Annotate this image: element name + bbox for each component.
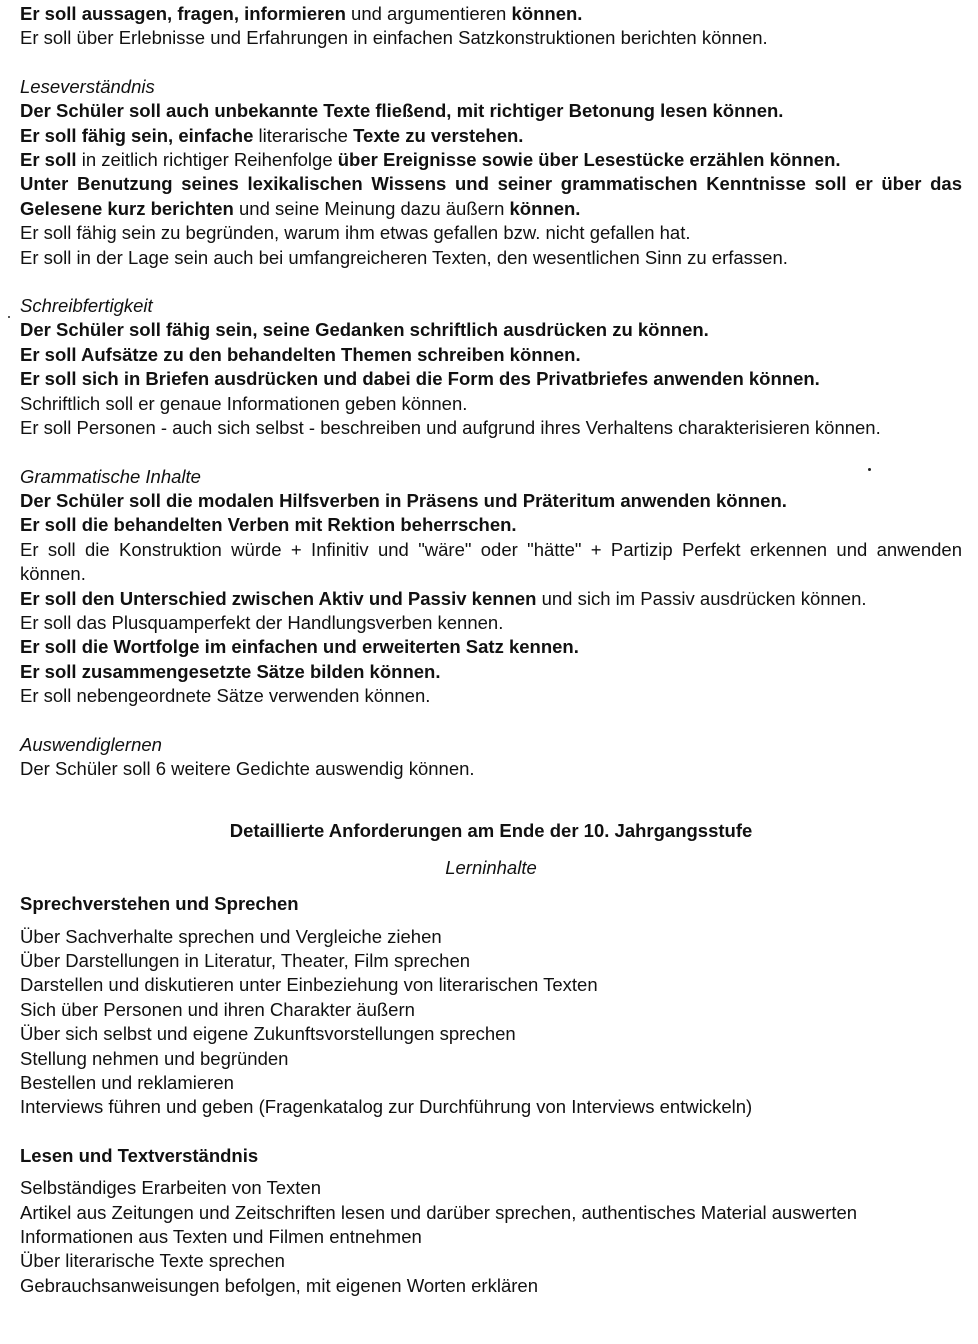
gramm-line-1: [20, 489, 962, 513]
auswendig-section: [20, 733, 962, 782]
lesen-line-4-bold-a: Unter Benutzung seines lexikalischen Wissens und seiner grammatischen Kenntnisse soll er über das Gelesene kurz berichten: [20, 173, 962, 219]
gramm-line-7-text: Er soll zusammengesetzte Sätze bilden können.: [20, 660, 441, 682]
gramm-line-6: [20, 635, 962, 659]
gramm-line-7: [20, 660, 962, 684]
gramm-heading: Grammatische Inhalte: [20, 465, 201, 487]
lesentext-item: Informationen aus Texten und Filmen entnehmen: [20, 1226, 422, 1248]
scan-speck: [8, 316, 10, 318]
lesentext-item: Artikel aus Zeitungen und Zeitschriften lesen und darüber sprechen, authentisches Material auswerten: [20, 1201, 858, 1223]
sprech-item: Sich über Personen und ihren Charakter äußern: [20, 998, 415, 1020]
sprech-item: Über Sachverhalte sprechen und Vergleiche ziehen: [20, 925, 442, 947]
schreib-line-3-text: Er soll sich in Briefen ausdrücken und dabei die Form des Privatbriefes anwenden können.: [20, 368, 820, 390]
lesentext-section: [20, 1144, 962, 1298]
schreib-line-1-text: Der Schüler soll fähig sein, seine Gedanken schriftlich ausdrücken zu können.: [20, 319, 709, 341]
lesen-line-3: [20, 148, 962, 172]
intro-line-1-bold-a: Er soll aussagen, fragen, informieren: [20, 3, 346, 24]
lesen-line-2-normal: literarische: [253, 124, 354, 146]
intro-line-2: Er soll über Erlebnisse und Erfahrungen in einfachen Satzkonstruktionen berichten können.: [20, 27, 768, 49]
lesentext-heading: Lesen und Textverständnis: [20, 1144, 259, 1166]
schreib-section: [20, 294, 962, 440]
gramm-line-1-text: Der Schüler soll die modalen Hilfsverben in Präsens und Präteritum anwenden können.: [20, 489, 787, 511]
lesen-line-1-text: Der Schüler soll auch unbekannte Texte fließend, mit richtiger Betonung lesen können.: [20, 100, 784, 122]
lesen-line-2-bold-b: Texte zu verstehen.: [353, 124, 524, 146]
lesen-line-5: Er soll fähig sein zu begründen, warum ihm etwas gefallen bzw. nicht gefallen hat.: [20, 222, 691, 244]
gramm-line-2-text: Er soll die behandelten Verben mit Rektion beherrschen.: [20, 514, 517, 536]
intro-section: [20, 2, 962, 51]
schreib-line-5: Er soll Personen - auch sich selbst - beschreiben und aufgrund ihres Verhaltens charakterisieren können.: [20, 417, 881, 439]
document-page: [20, 2, 962, 1298]
gramm-line-6-text: Er soll die Wortfolge im einfachen und erweiterten Satz kennen.: [20, 636, 579, 658]
sprech-item: Darstellen und diskutieren unter Einbeziehung von literarischen Texten: [20, 974, 598, 996]
sprech-item: Bestellen und reklamieren: [20, 1072, 234, 1094]
gramm-line-4: [20, 587, 962, 611]
gramm-line-4-normal: und sich im Passiv ausdrücken können.: [536, 587, 867, 609]
sprech-item: Stellung nehmen und begründen: [20, 1047, 289, 1069]
gramm-line-5: Er soll das Plusquamperfekt der Handlungsverben kennen.: [20, 611, 504, 633]
schreib-line-4: Schriftlich soll er genaue Informationen geben können.: [20, 392, 468, 414]
auswendig-line-1: Der Schüler soll 6 weitere Gedichte auswendig können.: [20, 757, 475, 779]
lesentext-item: Über literarische Texte sprechen: [20, 1250, 285, 1272]
sprech-item: Über sich selbst und eigene Zukunftsvorstellungen sprechen: [20, 1023, 516, 1045]
auswendig-heading: Auswendiglernen: [20, 733, 162, 755]
lesen-line-4-normal: und seine Meinung dazu äußern: [233, 197, 510, 219]
gramm-line-3: Er soll die Konstruktion würde + Infinitiv und "wäre" oder "hätte" + Partizip Perfekt erkennen und anwenden können.: [20, 538, 962, 585]
lesen-line-2: [20, 124, 962, 148]
schreib-heading: Schreibfertigkeit: [20, 295, 153, 317]
intro-line-1-normal: und argumentieren: [345, 3, 512, 24]
lesen-line-6: Er soll in der Lage sein auch bei umfangreicheren Texten, den wesentlichen Sinn zu erfassen.: [20, 246, 788, 268]
lesen-line-4: [20, 172, 962, 221]
schreib-line-2-text: Er soll Aufsätze zu den behandelten Themen schreiben können.: [20, 343, 581, 365]
lesen-line-2-bold-a: Er soll fähig sein, einfache: [20, 124, 254, 146]
section-10-subtitle: Lerninhalte: [445, 856, 537, 878]
sprech-heading: Sprechverstehen und Sprechen: [20, 893, 299, 915]
intro-line-1-bold-b: können.: [511, 3, 583, 24]
lesen-section: [20, 75, 962, 270]
gramm-line-2: [20, 513, 962, 537]
lesen-line-4-bold-b: können.: [509, 197, 581, 219]
gramm-line-8: Er soll nebengeordnete Sätze verwenden können.: [20, 685, 431, 707]
sprech-item: Über Darstellungen in Literatur, Theater, Film sprechen: [20, 950, 471, 971]
gramm-line-4-bold: Er soll den Unterschied zwischen Aktiv und Passiv kennen: [20, 587, 537, 609]
gramm-section: [20, 465, 962, 709]
schreib-line-3: [20, 367, 962, 391]
lesen-line-3-normal: in zeitlich richtiger Reihenfolge: [76, 149, 338, 171]
lesentext-item: Gebrauchsanweisungen befolgen, mit eigenen Worten erklären: [20, 1274, 538, 1296]
lesentext-item: Selbständiges Erarbeiten von Texten: [20, 1177, 321, 1199]
scan-speck: [868, 468, 871, 471]
lesen-heading: Leseverständnis: [20, 75, 155, 97]
sprech-section: [20, 892, 962, 1120]
lesen-line-3-bold-b: über Ereignisse sowie über Lesestücke erzählen können.: [337, 149, 841, 171]
schreib-line-1: [20, 318, 962, 342]
sprech-item: Interviews führen und geben (Fragenkatalog zur Durchführung von Interviews entwickeln): [20, 1096, 753, 1118]
section-10-title: Detaillierte Anforderungen am Ende der 10. Jahrgangsstufe: [229, 820, 753, 842]
lesen-line-3-bold-a: Er soll: [20, 149, 77, 171]
lesen-line-1: [20, 99, 962, 123]
schreib-line-2: [20, 343, 962, 367]
intro-line-1: [20, 2, 962, 26]
